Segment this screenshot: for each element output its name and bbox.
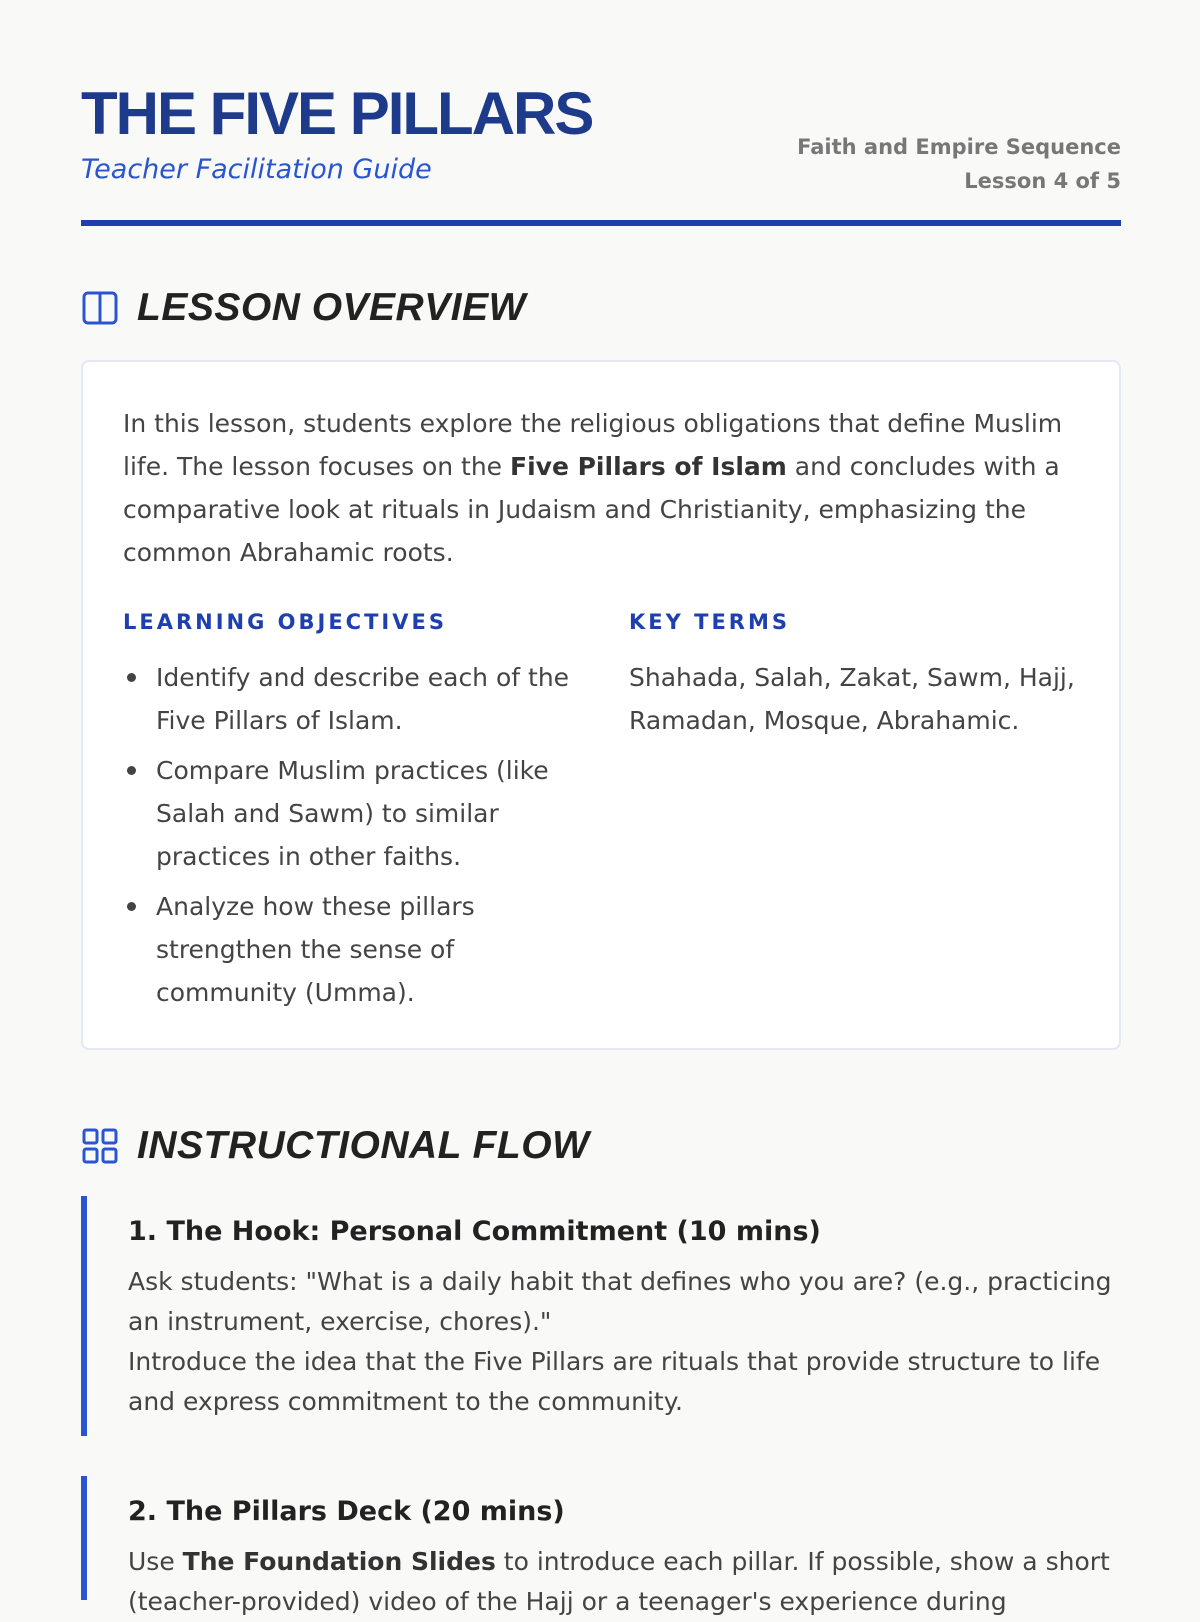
step-text: Ask students: "What is a daily habit that defines who you are? (e.g., practicing an instrument, exercise, chores)." [128,1267,1112,1336]
step-body: Use The Foundation Slides to introduce each pillar. If possible, show a short (teacher-provided) video of the Hajj or a teenager's experience during [128,1547,1110,1616]
key-terms-heading: KEY TERMS [629,610,790,634]
step-body [128,1262,1121,1422]
overview-intro-emphasis: Five Pillars of Islam [510,452,787,481]
lesson-overview-heading [81,286,526,330]
step-title: 2. The Pillars Deck (20 mins) [128,1496,565,1527]
key-terms-list: Shahada, Salah, Zakat, Sawm, Hajj, Ramadan, Mosque, Abrahamic. [629,663,1075,735]
document-header [81,80,1121,228]
learning-objectives [123,610,573,1021]
objective-item: Identify and describe each of the Five Pillars of Islam. [123,656,573,742]
grid-icon [81,1127,119,1165]
overview-intro: In this lesson, students explore the religious obligations that define Muslim life. The lesson focuses on the Five Pillars of Islam and concludes with a comparative look at rituals in Judaism and Christianity, emphasizing the common Abrahamic roots. [123,409,1063,567]
step-text: Introduce the idea that the Five Pillars are rituals that provide structure to life and express commitment to the community. [128,1347,1101,1416]
document-subtitle: Teacher Facilitation Guide [81,154,432,185]
step-title: 1. The Hook: Personal Commitment (10 mins) [128,1216,821,1247]
objectives-list [123,656,573,1014]
header-divider [81,220,1121,226]
objective-item: Compare Muslim practices (like Salah and Sawm) to similar practices in other faiths. [123,749,573,878]
flow-step [81,1196,1121,1436]
learning-objectives-heading: LEARNING OBJECTIVES [123,610,447,634]
lesson-meta [797,130,1121,198]
sequence-name: Faith and Empire Sequence [797,135,1121,159]
lesson-overview-card [81,360,1121,1050]
lesson-number: Lesson 4 of 5 [964,169,1121,193]
flow-step [81,1476,1121,1616]
document-title: THE FIVE PILLARS [81,80,593,147]
key-terms [629,610,1089,742]
instructional-flow-heading [81,1124,589,1168]
step-emphasis: The Foundation Slides [182,1547,496,1576]
book-columns-icon [81,289,119,327]
instructional-flow-title: INSTRUCTIONAL FLOW [137,1124,590,1167]
objective-item: Analyze how these pillars strengthen the sense of community (Umma). [123,885,573,1014]
lesson-overview-title: LESSON OVERVIEW [137,286,526,329]
